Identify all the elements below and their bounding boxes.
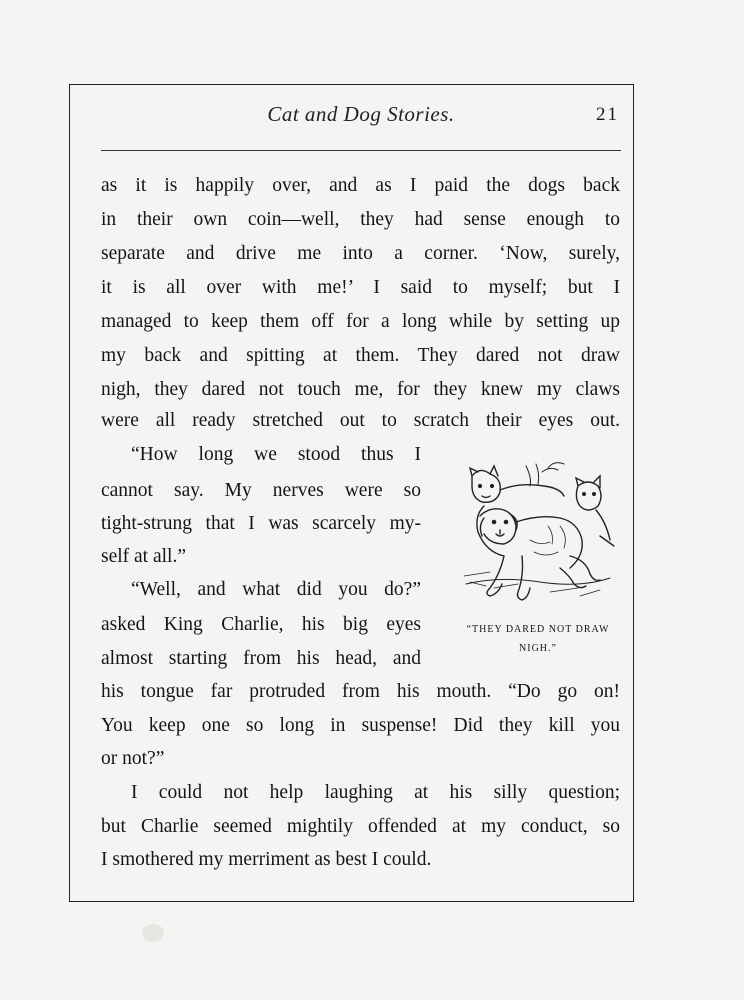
text-line: almost starting from his head, and <box>101 648 421 669</box>
text-line: I smothered my merriment as best I could. <box>101 849 432 870</box>
text-line: as it is happily over, and as I paid the dogs back <box>101 175 620 196</box>
dogs-illustration <box>460 456 620 616</box>
text-line: managed to keep them off for a long while by setting up <box>101 311 620 332</box>
running-title: Cat and Dog Stories. <box>267 102 455 126</box>
text-line: self at all.” <box>101 546 186 567</box>
text-line: were all ready stretched out to scratch their eyes out. <box>101 410 620 431</box>
page-header <box>101 102 621 138</box>
paper-smudge <box>142 924 164 942</box>
text-line: You keep one so long in suspense! Did they kill you <box>101 715 620 736</box>
page-number: 21 <box>596 104 619 125</box>
text-line: tight-strung that I was scarcely my- <box>101 513 421 534</box>
text-line: “How long we stood thus I <box>131 444 421 465</box>
header-rule <box>101 150 621 151</box>
text-line: but Charlie seemed mightily offended at my conduct, so <box>101 816 620 837</box>
text-line: in their own coin—well, they had sense enough to <box>101 209 620 230</box>
text-line: asked King Charlie, his big eyes <box>101 614 421 635</box>
text-line: separate and drive me into a corner. ‘Now, surely, <box>101 243 620 264</box>
caption-line: “THEY DARED NOT DRAW <box>466 624 610 635</box>
text-line: I could not help laughing at his silly question; <box>131 782 620 803</box>
text-line: my back and spitting at them. They dared not draw <box>101 345 620 366</box>
illustration-caption <box>452 620 624 658</box>
text-line: cannot say. My nerves were so <box>101 480 421 501</box>
text-line: his tongue far protruded from his mouth. “Do go on! <box>101 681 620 702</box>
caption-line: NIGH.” <box>519 643 557 654</box>
text-line: “Well, and what did you do?” <box>131 579 421 600</box>
text-line: it is all over with me!’ I said to myself; but I <box>101 277 620 298</box>
text-line: or not?” <box>101 748 165 769</box>
text-line: nigh, they dared not touch me, for they knew my claws <box>101 379 620 400</box>
